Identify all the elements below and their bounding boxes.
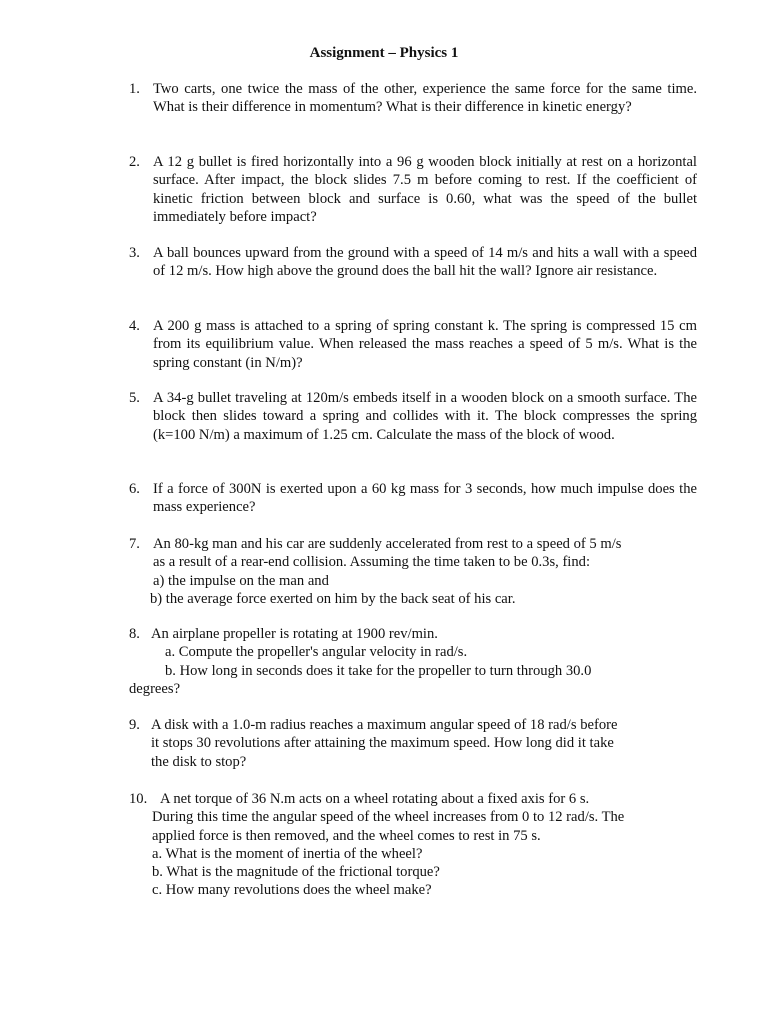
- question-subpart-b: b. How long in seconds does it take for the propeller to turn through 30.0: [165, 662, 592, 679]
- question-text: Two carts, one twice the mass of the other, experience the same force for the same time. What is their difference in momentum? What is their difference in kinetic energy?: [153, 81, 697, 116]
- question-line: An 80-kg man and his car are suddenly accelerated from rest to a speed of 5 m/s: [153, 536, 622, 552]
- question-number: 9.: [129, 717, 140, 733]
- question-subpart-a: a) the impulse on the man and: [153, 572, 329, 589]
- question-text: A 34-g bullet traveling at 120m/s embeds itself in a wooden block on a smooth surface. The block then slides toward a spring and collides with it. The block compresses the spring (k=100 N/m) a maximum of 1.25 cm. Calculate the mass of the block of wood.: [153, 390, 697, 443]
- question-number: 8.: [129, 626, 140, 642]
- question-text: [150, 535, 697, 608]
- question-number: 10.: [129, 791, 148, 807]
- question-text: [152, 790, 697, 900]
- question-6: [129, 480, 697, 517]
- question-2: [129, 153, 697, 226]
- question-text: If a force of 300N is exerted upon a 60 kg mass for 3 seconds, how much impulse does the mass experience?: [153, 481, 697, 516]
- question-line: A net torque of 36 N.m acts on a wheel rotating about a fixed axis for 6 s.: [160, 791, 590, 807]
- question-5: [129, 389, 697, 444]
- question-text: A 12 g bullet is fired horizontally into a 96 g wooden block initially at rest on a horizontal surface. After impact, the block slides 7.5 m before coming to rest. If the coefficient of kinetic friction between block and surface is 0.60, what was the speed of the bullet immediately before impact?: [153, 154, 697, 225]
- question-3: [129, 244, 697, 281]
- question-4: [129, 317, 697, 372]
- question-subpart-a: a. Compute the propeller's angular velocity in rad/s.: [165, 644, 468, 661]
- question-subpart-b: b) the average force exerted on him by the back seat of his car.: [150, 590, 516, 607]
- question-text: A ball bounces upward from the ground with a speed of 14 m/s and hits a wall with a speed of 12 m/s. How high above the ground does the ball hit the wall? Ignore air resistance.: [153, 245, 697, 280]
- question-text: [129, 625, 697, 698]
- question-line: applied force is then removed, and the wheel comes to rest in 75 s.: [152, 827, 541, 844]
- question-line: as a result of a rear-end collision. Assuming the time taken to be 0.3s, find:: [153, 554, 591, 571]
- question-line: An airplane propeller is rotating at 1900 rev/min.: [151, 626, 438, 642]
- question-number: 6.: [129, 481, 140, 497]
- question-number: 3.: [129, 245, 140, 261]
- question-line-wrap: degrees?: [129, 680, 181, 697]
- question-number: 7.: [129, 536, 140, 552]
- question-text: A 200 g mass is attached to a spring of spring constant k. The spring is compressed 15 cm from its equilibrium value. When released the mass reaches a speed of 5 m/s. What is the spring constant (in N/m)?: [153, 318, 697, 371]
- question-subpart-b: b. What is the magnitude of the frictional torque?: [152, 864, 440, 881]
- question-number: 1.: [129, 81, 140, 97]
- question-line: it stops 30 revolutions after attaining the maximum speed. How long did it take: [151, 735, 614, 752]
- question-8: [129, 625, 697, 698]
- question-subpart-a: a. What is the moment of inertia of the wheel?: [152, 845, 423, 862]
- question-number: 4.: [129, 318, 140, 334]
- page-title: Assignment – Physics 1: [309, 45, 459, 61]
- question-line: During this time the angular speed of the wheel increases from 0 to 12 rad/s. The: [152, 809, 625, 826]
- question-7: [129, 535, 697, 608]
- question-number: 2.: [129, 154, 140, 170]
- question-line: A disk with a 1.0-m radius reaches a maximum angular speed of 18 rad/s before: [151, 717, 618, 733]
- question-number: 5.: [129, 390, 140, 406]
- question-1: [129, 80, 697, 117]
- question-9: [129, 716, 697, 771]
- question-subpart-c: c. How many revolutions does the wheel make?: [152, 882, 432, 899]
- question-line: the disk to stop?: [151, 753, 247, 770]
- question-text: [151, 716, 697, 771]
- question-10: [129, 790, 697, 900]
